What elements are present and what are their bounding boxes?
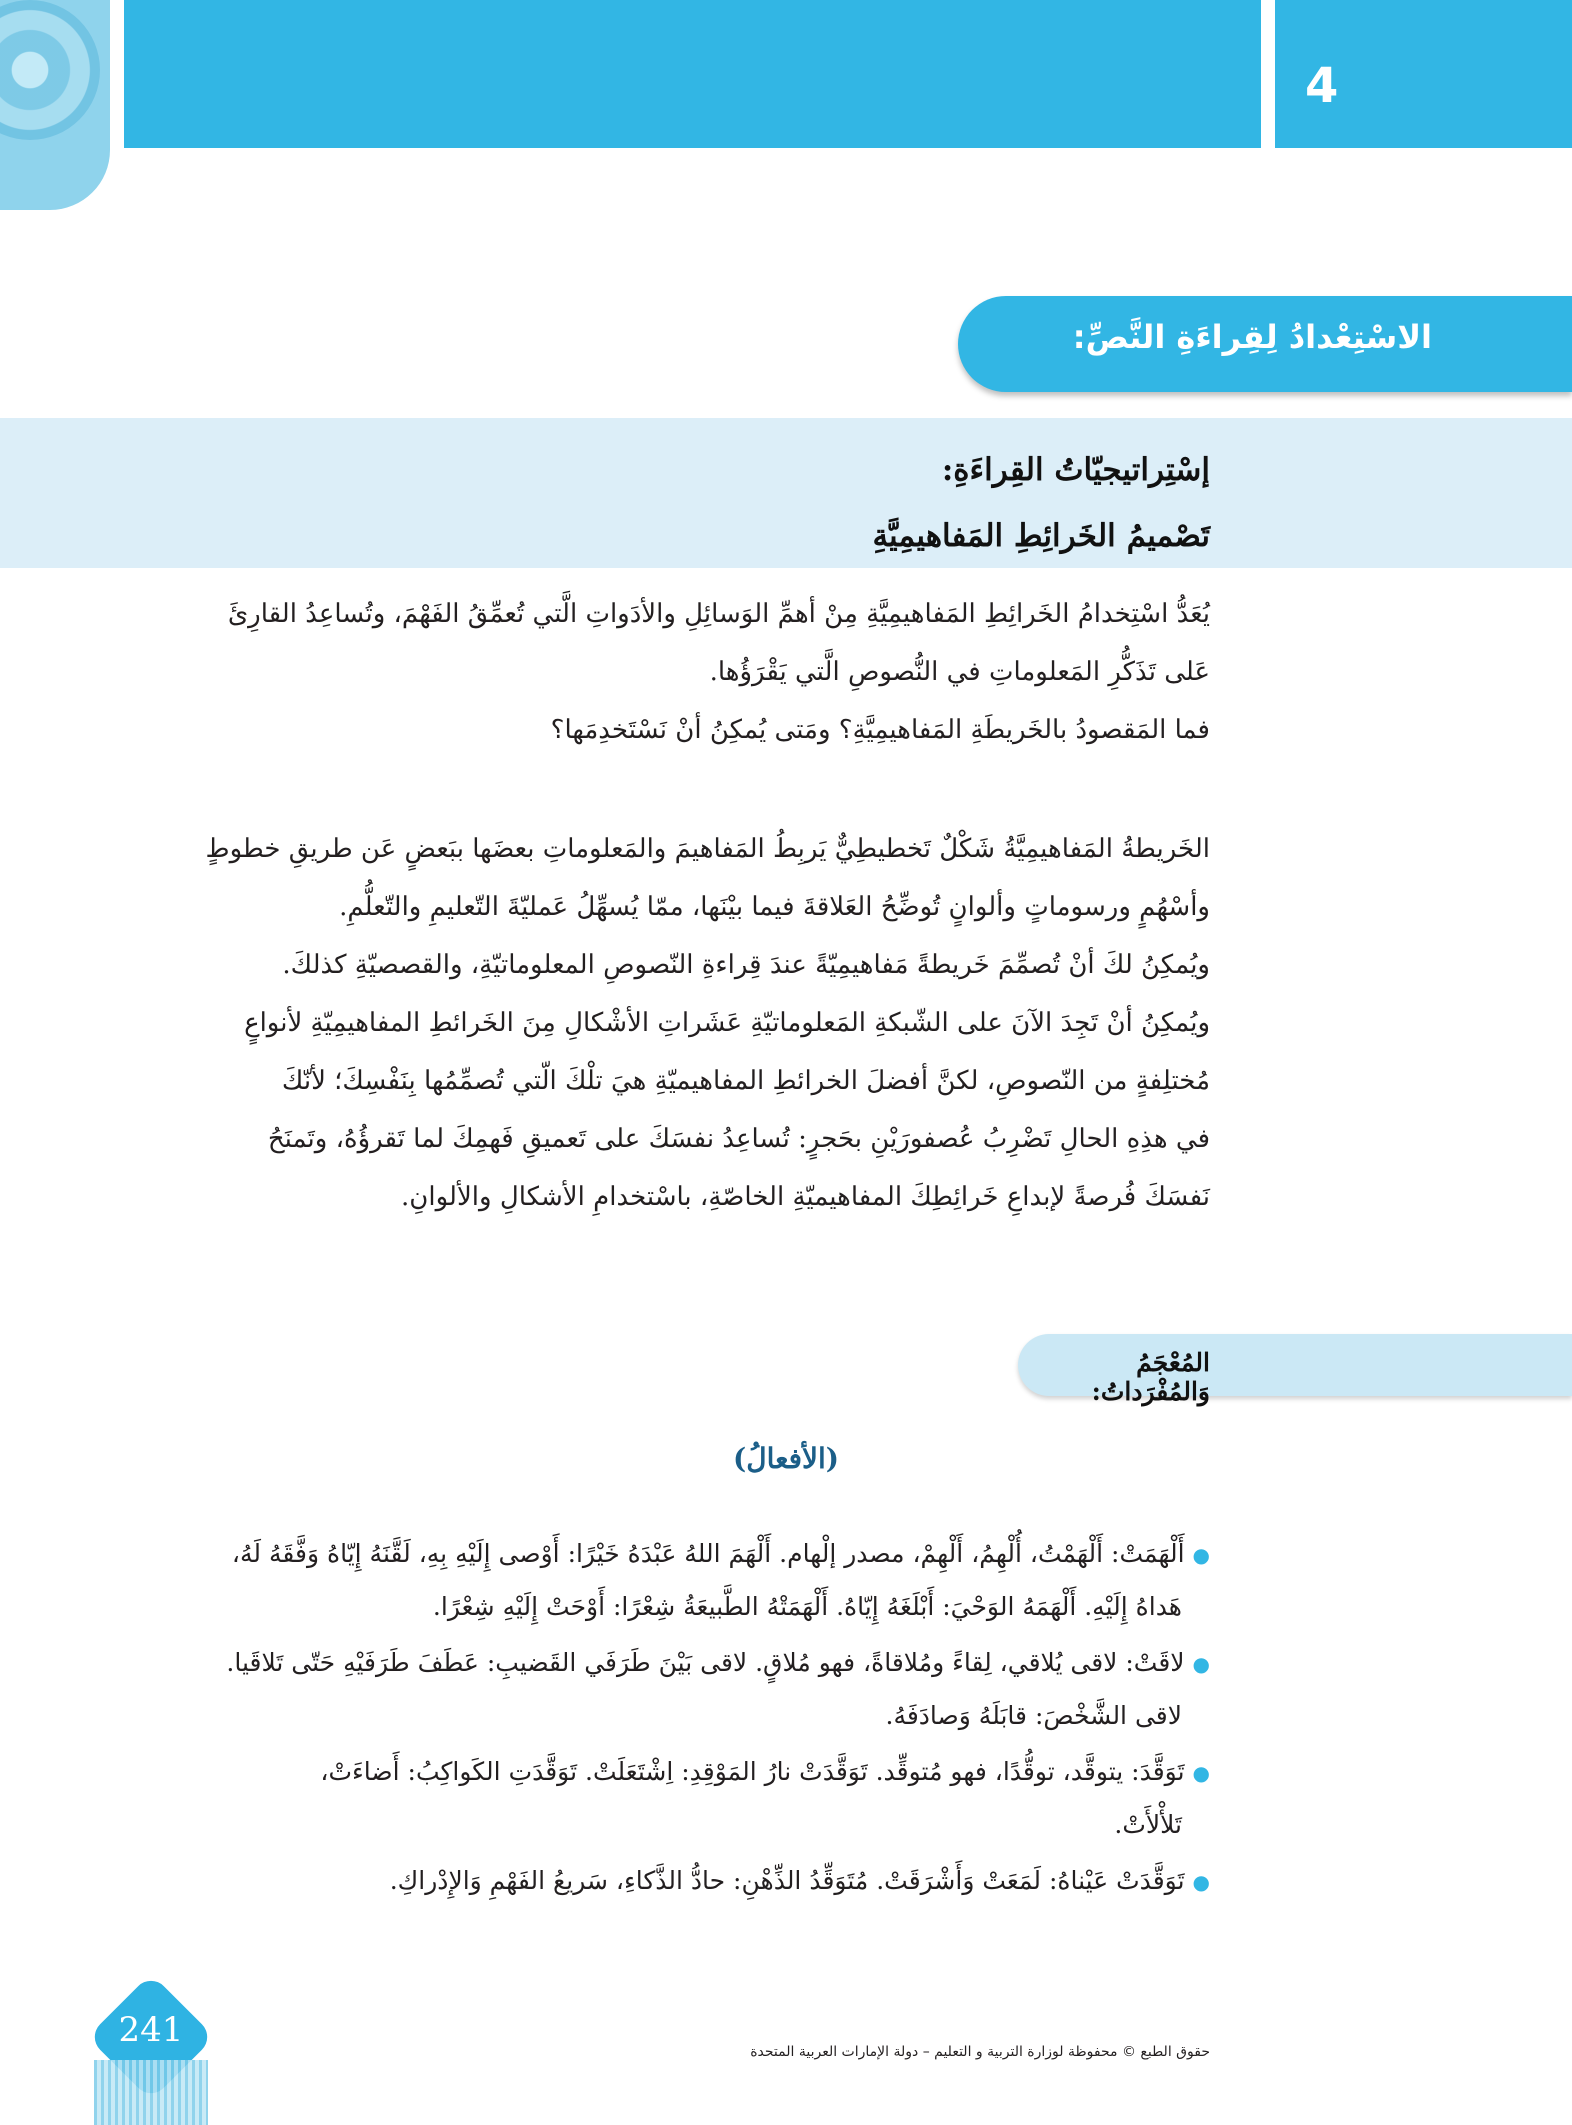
section-title: الاسْتِعْدادُ لِقِراءَةِ النَّصِّ: <box>1072 318 1432 356</box>
vocab-line: هَداهُ إِلَيْهِ. أَلْهَمَهُ الوَحْيَ: أَبْلَغَهُ إِيّاهُ. أَلْهَمَتْهُ الطَّبيعَةُ شِعْرًا: أَوْحَتْ إِلَيْهِ شِعْرًا. <box>432 1592 1182 1621</box>
corner-decoration <box>0 0 110 210</box>
vocab-line: أَلْهَمَتْ: أَلْهَمْتُ، أُلْهِمُ، أَلْهِمْ، مصدر إلْهام. أَلْهَمَ اللهُ عَبْدَهُ خَيْرًا: أَوْصى إِلَيْهِ بِهِ، لَقَّنَهُ إِيّاهُ وَفَّقَهُ لَهُ، <box>231 1539 1185 1568</box>
intro-paragraph <box>200 585 1210 759</box>
vocab-list <box>90 1528 1210 1912</box>
definition-line: وأسْهُمٍ ورسوماتٍ وألوانٍ تُوضِّحُ العَلاقةَ فيما بيْنَها، ممّا يُسهِّلُ عَمليّةَ التّعليمِ والتّعلُّمِ. <box>339 892 1210 922</box>
vocab-title-pill <box>1018 1334 1572 1406</box>
vocab-item <box>90 1528 1210 1633</box>
definition-line: في هذِهِ الحالِ تَضْرِبُ عُصفورَيْنِ بحَجرٍ: تُساعِدُ نفسَكَ على تَعميقِ فَهمِكَ لما تَقرؤُهُ، وتَمنَحُ <box>267 1124 1210 1154</box>
strategy-band <box>0 418 1572 568</box>
header-band <box>124 0 1261 148</box>
bullet-icon: ● <box>1192 1543 1210 1567</box>
bullet-icon: ● <box>1192 1761 1210 1785</box>
vocab-title: المُعْجَمُ وَالمُفْرَداتُ: <box>1091 1348 1210 1406</box>
footer-decoration <box>94 2060 208 2125</box>
vocab-item <box>90 1746 1210 1851</box>
vocab-item <box>90 1637 1210 1742</box>
vocab-line: تَلأْلأَتْ. <box>1114 1810 1182 1839</box>
intro-line: عَلى تَذَكُّرِ المَعلوماتِ في النُّصوصِ الَّتي يَقْرَؤُها. <box>709 657 1210 687</box>
strategy-subtitle: تَصْميمُ الخَرائِطِ المَفاهيمِيَّةِ <box>872 518 1210 554</box>
definition-paragraph <box>200 820 1210 1226</box>
bullet-icon: ● <box>1192 1652 1210 1676</box>
definition-line: ويُمكِنُ لكَ أنْ تُصمِّمَ خَريطةً مَفاهيمِيّةً عندَ قِراءةِ النّصوصِ المعلوماتيّةِ، والقصصيّةِ كذلكَ. <box>282 950 1210 980</box>
vocab-line: لاقَتْ: لاقى يُلاقي، لِقاءً ومُلاقاةً، فهو مُلاقٍ. لاقى بَيْنَ طَرَفَي القَضيبِ: عَطَفَ طَرَفَيْهِ حَتّى تَلاقَيا. <box>226 1648 1185 1677</box>
intro-line: فما المَقصودُ بالخَريطَةِ المَفاهيمِيَّةِ؟ ومَتى يُمكِنُ أنْ نَسْتَخدِمَها؟ <box>550 715 1210 745</box>
page-number: 241 <box>118 2010 184 2050</box>
copyright-notice: حقوق الطبع © محفوظة لوزارة التربية و التعليم – دولة الإمارات العربية المتحدة <box>750 2044 1210 2060</box>
definition-line: مُختلِفةٍ من النّصوصِ، لكنَّ أفضلَ الخرائطِ المفاهيميّةِ هيَ تلْكَ الّتي تُصمِّمُها بِنَفْسِكَ؛ لأنّكَ <box>281 1066 1210 1096</box>
bullet-icon: ● <box>1192 1870 1210 1894</box>
unit-number: 4 <box>1305 58 1339 114</box>
vocab-line: لاقى الشَّخْصَ: قابَلَهُ وَصادَفَهُ. <box>885 1701 1182 1730</box>
definition-line: الخَريطةُ المَفاهيمِيَّةُ شَكْلٌ تَخطيطِيٌّ يَربِطُ المَفاهيمَ والمَعلوماتِ بعضَها ببَعضٍ عَن طريقِ خطوطٍ <box>205 834 1210 864</box>
definition-line: ويُمكِنُ أنْ تَجِدَ الآنَ على الشّبكةِ المَعلوماتيّةِ عَشَراتِ الأشْكالِ مِنَ الخَرائطِ المفاهيمِيّةِ لأنواعٍ <box>244 1008 1210 1038</box>
vocab-line: تَوَقَّدَتْ عَيْناهُ: لَمَعَتْ وَأَشْرَقَتْ. مُتَوَقِّدُ الذِّهْنِ: حادُّ الذَّكاءِ، سَريعُ الفَهْمِ وَالإِدْراكِ. <box>389 1866 1185 1895</box>
strategy-title: إسْتِراتيجيّاتُ القِراءَةِ: <box>941 452 1210 488</box>
verbs-heading: (الأفعالُ) <box>732 1442 839 1475</box>
unit-tab <box>1275 0 1572 148</box>
section-title-pill <box>958 296 1572 392</box>
definition-line: نَفسَكَ فُرصةً لإبداعِ خَرائِطِكَ المفاهيميّةِ الخاصّةِ، باسْتخدامِ الأشكالِ والألوانِ. <box>401 1182 1210 1212</box>
vocab-item <box>90 1855 1210 1908</box>
vocab-line: تَوَقَّدَ: يتوقَّد، توقُّدًا، فهو مُتوقِّد. تَوَقَّدَتْ نارُ المَوْقِدِ: اِشْتَعَلَتْ. تَوَقَّدَتِ الكَواكِبُ: أَضاءَتْ، <box>320 1757 1185 1786</box>
intro-line: يُعَدُّ اسْتِخدامُ الخَرائِطِ المَفاهيمِيَّةِ مِنْ أهمِّ الوَسائِلِ والأدَواتِ الَّتي تُعمِّقُ الفَهْمَ، وتُساعِدُ القارِئَ <box>227 599 1210 629</box>
